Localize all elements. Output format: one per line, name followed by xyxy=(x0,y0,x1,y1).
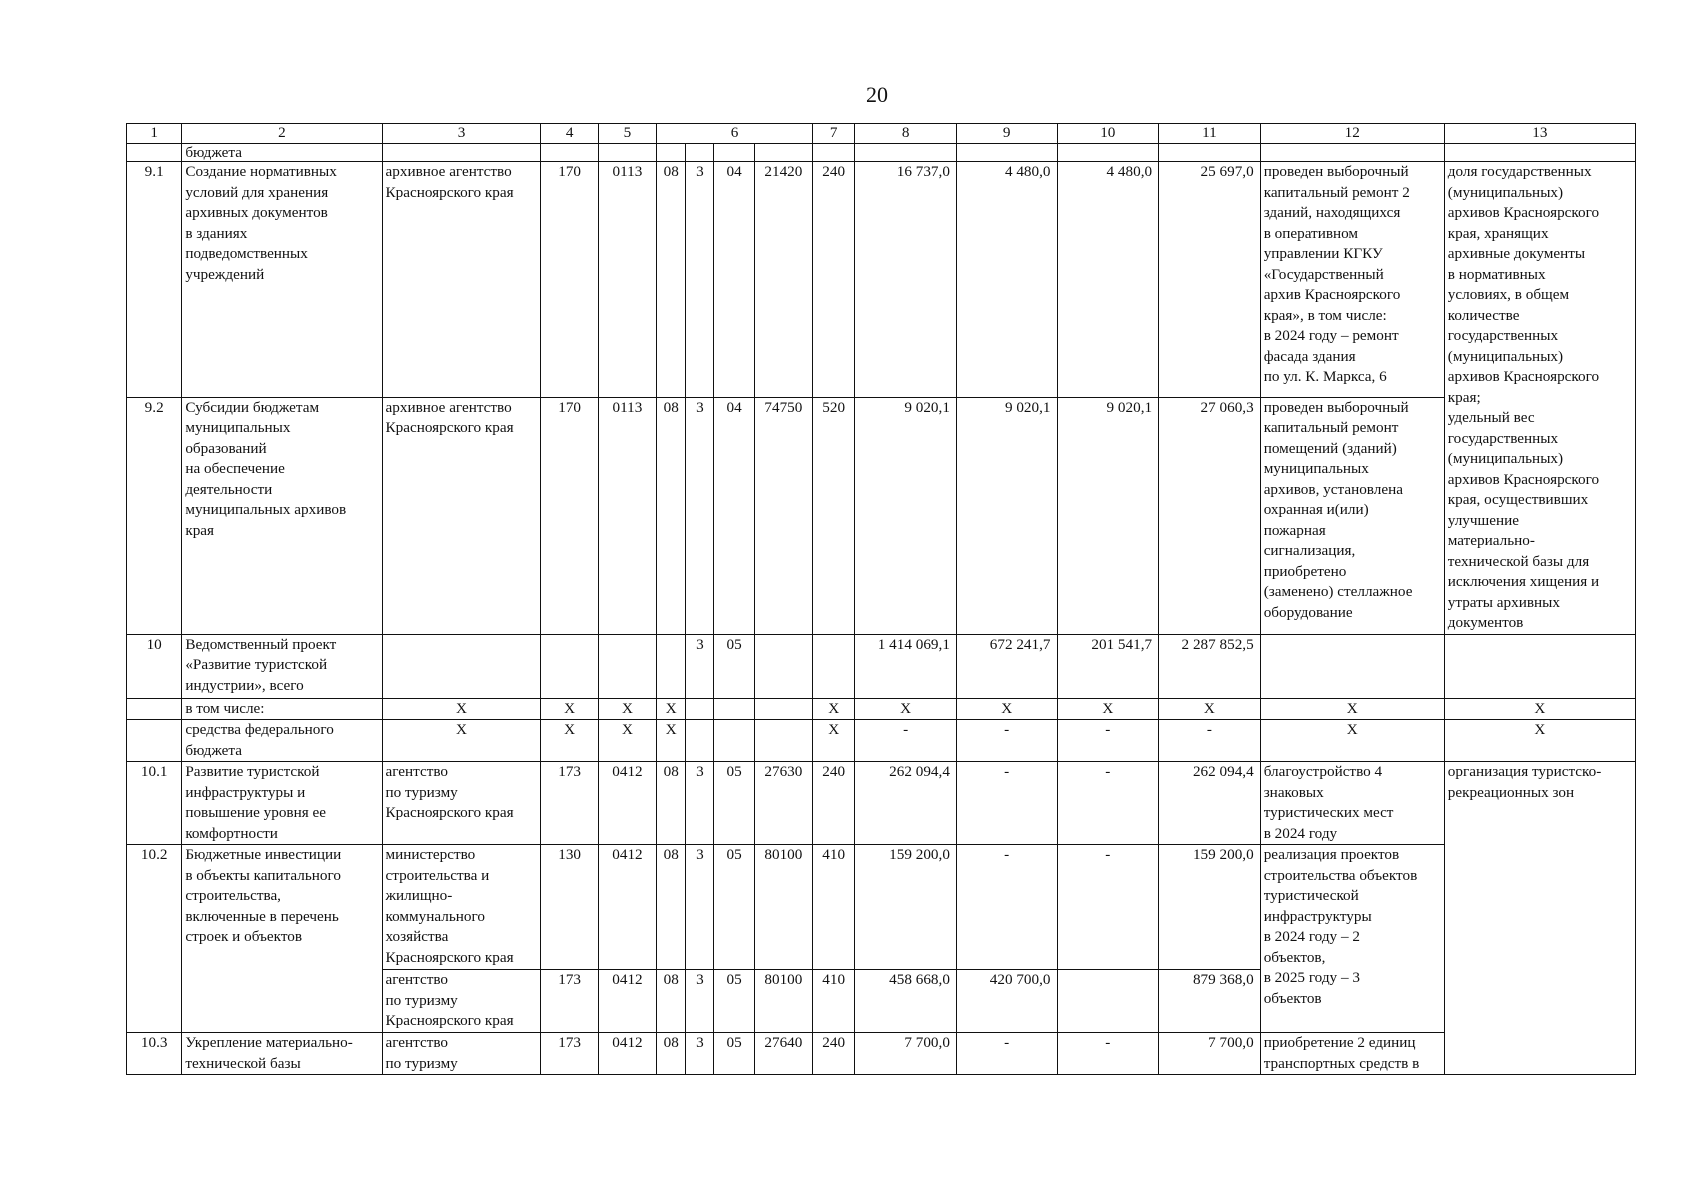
cell-result: проведен выборочный капитальный ремонт помещений (зданий) муниципальных архивов, установлена охранная и(или) пожарная сигнализация, приобретено (заменено) стеллажное оборудование xyxy=(1260,397,1444,634)
cell-result: благоустройство 4 знаковых туристических мест в 2024 году xyxy=(1260,762,1444,845)
header-cell: 2 xyxy=(182,124,382,144)
x-mark: Х xyxy=(598,720,656,762)
x-mark: Х xyxy=(813,698,855,720)
cell-csr-d: 80100 xyxy=(754,970,812,1033)
row-agency: агентство по туризму xyxy=(382,1033,541,1075)
x-mark: Х xyxy=(956,698,1057,720)
table-row xyxy=(127,144,1636,162)
table-row xyxy=(127,845,1636,970)
cell-amount-9: - xyxy=(956,845,1057,970)
x-mark: Х xyxy=(1260,698,1444,720)
table-row xyxy=(127,698,1636,720)
cell-amount-11: 879 368,0 xyxy=(1159,970,1261,1033)
cell-csr-c: 05 xyxy=(714,634,754,698)
row-number: 9.1 xyxy=(127,162,182,398)
cell-csr-a: 08 xyxy=(657,845,686,970)
cell-amount-10: 4 480,0 xyxy=(1057,162,1159,398)
header-cell: 12 xyxy=(1260,124,1444,144)
cell-vr: 240 xyxy=(813,162,855,398)
cell-vr: 410 xyxy=(813,845,855,970)
row-name: Развитие туристской инфраструктуры и повышение уровня ее комфортности xyxy=(182,762,382,845)
cell-rzpr: 0412 xyxy=(598,845,656,970)
row-name: Создание нормативных условий для хранения архивных документов в зданиях подведомственных учреждений xyxy=(182,162,382,398)
cell-amount-9: 420 700,0 xyxy=(956,970,1057,1033)
row-number: 10.2 xyxy=(127,845,182,1033)
cell-csr-b: 3 xyxy=(686,162,714,398)
cell-amount-8: 7 700,0 xyxy=(855,1033,957,1075)
cell-amount-9: - xyxy=(956,762,1057,845)
header-cell: 10 xyxy=(1057,124,1159,144)
cell-amount-10: - xyxy=(1057,762,1159,845)
header-cell: 8 xyxy=(855,124,957,144)
x-mark: Х xyxy=(855,698,957,720)
header-cell: 3 xyxy=(382,124,541,144)
cell-csr-b: 3 xyxy=(686,845,714,970)
cell-vr: 240 xyxy=(813,1033,855,1075)
page-number: 20 xyxy=(866,82,888,107)
cell-amount-10: - xyxy=(1057,845,1159,970)
cell-vr: 520 xyxy=(813,397,855,634)
cell-amount-10: - xyxy=(1057,1033,1159,1075)
x-mark: Х xyxy=(598,698,656,720)
cell-grbs: 170 xyxy=(541,162,598,398)
cell-amount-11: 2 287 852,5 xyxy=(1159,634,1261,698)
cell-amount-9: - xyxy=(956,1033,1057,1075)
x-mark: Х xyxy=(657,698,686,720)
cell-vr: 410 xyxy=(813,970,855,1033)
cell-amount-8: 1 414 069,1 xyxy=(855,634,957,698)
cell-amount-9: 672 241,7 xyxy=(956,634,1057,698)
cell-rzpr: 0412 xyxy=(598,762,656,845)
x-mark: Х xyxy=(657,720,686,762)
cell-csr-b: 3 xyxy=(686,634,714,698)
cell-rzpr: 0412 xyxy=(598,1033,656,1075)
cell-csr-c: 04 xyxy=(714,397,754,634)
header-row xyxy=(127,124,1636,144)
row-agency: архивное агентство Красноярского края xyxy=(382,397,541,634)
table-row xyxy=(127,1033,1636,1075)
cell-csr-a: 08 xyxy=(657,970,686,1033)
row-name: в том числе: xyxy=(182,698,382,720)
cell-rzpr: 0412 xyxy=(598,970,656,1033)
table-row xyxy=(127,397,1636,634)
cell-amount-10: 201 541,7 xyxy=(1057,634,1159,698)
cell-csr-a: 08 xyxy=(657,762,686,845)
x-mark: Х xyxy=(541,720,598,762)
cell-amount-9: 4 480,0 xyxy=(956,162,1057,398)
x-mark: Х xyxy=(1444,720,1635,762)
x-mark: Х xyxy=(382,720,541,762)
cell-grbs: 173 xyxy=(541,1033,598,1075)
cell-result: проведен выборочный капитальный ремонт 2 зданий, находящихся в оперативном управлении КГКУ «Государственный архив Красноярского края», в том числе: в 2024 году – ремонт фасада здания по ул. К. Маркса, 6 xyxy=(1260,162,1444,398)
cell-amount-8: 16 737,0 xyxy=(855,162,957,398)
cell-amount-11: 7 700,0 xyxy=(1159,1033,1261,1075)
x-mark: Х xyxy=(1444,698,1635,720)
header-cell: 7 xyxy=(813,124,855,144)
cell-indicator: доля государственных (муниципальных) архивов Красноярского края, хранящих архивные документы в нормативных условиях, в общем количестве государственных (муниципальных) архивов Красноярского края; удельный вес государственных (муниципальных) архивов Красноярского края, осуществивших улучшение материально- технической базы для исключения хищения и утраты архивных документов xyxy=(1444,162,1635,635)
cell-csr-d: 74750 xyxy=(754,397,812,634)
cell-csr-a: 08 xyxy=(657,397,686,634)
cell-rzpr: 0113 xyxy=(598,162,656,398)
cell-csr-a: 08 xyxy=(657,1033,686,1075)
cell-csr-b: 3 xyxy=(686,397,714,634)
row-agency: министерство строительства и жилищно- коммунального хозяйства Красноярского края xyxy=(382,845,541,970)
row-number: 10.1 xyxy=(127,762,182,845)
cell-csr-d: 27630 xyxy=(754,762,812,845)
x-mark: Х xyxy=(1159,698,1261,720)
cell-csr-c: 05 xyxy=(714,845,754,970)
cell-csr-a: 08 xyxy=(657,162,686,398)
table-row xyxy=(127,762,1636,845)
cell-amount-10: 9 020,1 xyxy=(1057,397,1159,634)
cell-csr-c: 05 xyxy=(714,762,754,845)
header-cell: 4 xyxy=(541,124,598,144)
header-cell: 9 xyxy=(956,124,1057,144)
continuation-text: бюджета xyxy=(182,144,382,162)
row-name: Бюджетные инвестиции в объекты капитального строительства, включенные в перечень строек и объектов xyxy=(182,845,382,1033)
cell-csr-c: 04 xyxy=(714,162,754,398)
row-name: Ведомственный проект «Развитие туристской индустрии», всего xyxy=(182,634,382,698)
cell-amount-8: 262 094,4 xyxy=(855,762,957,845)
dash-mark: - xyxy=(1057,720,1159,762)
table-row xyxy=(127,162,1636,398)
cell-amount-11: 25 697,0 xyxy=(1159,162,1261,398)
x-mark: Х xyxy=(813,720,855,762)
cell-csr-b: 3 xyxy=(686,1033,714,1075)
row-number: 9.2 xyxy=(127,397,182,634)
cell-result: приобретение 2 единиц транспортных средств в xyxy=(1260,1033,1444,1075)
x-mark: Х xyxy=(541,698,598,720)
row-agency: архивное агентство Красноярского края xyxy=(382,162,541,398)
header-cell: 1 xyxy=(127,124,182,144)
header-cell: 6 xyxy=(657,124,813,144)
x-mark: Х xyxy=(1260,720,1444,762)
cell-csr-d: 80100 xyxy=(754,845,812,970)
cell-indicator: организация туристско- рекреационных зон xyxy=(1444,762,1635,1075)
row-name: Субсидии бюджетам муниципальных образований на обеспечение деятельности муниципальных архивов края xyxy=(182,397,382,634)
cell-amount-11: 159 200,0 xyxy=(1159,845,1261,970)
cell-csr-b: 3 xyxy=(686,762,714,845)
cell-amount-11: 27 060,3 xyxy=(1159,397,1261,634)
cell-amount-8: 458 668,0 xyxy=(855,970,957,1033)
cell-amount-9: 9 020,1 xyxy=(956,397,1057,634)
row-name: Укрепление материально- технической базы xyxy=(182,1033,382,1075)
cell-csr-d: 27640 xyxy=(754,1033,812,1075)
cell-grbs: 130 xyxy=(541,845,598,970)
row-agency: агентство по туризму Красноярского края xyxy=(382,762,541,845)
cell-amount-8: 9 020,1 xyxy=(855,397,957,634)
cell-grbs: 173 xyxy=(541,762,598,845)
dash-mark: - xyxy=(956,720,1057,762)
cell-grbs: 173 xyxy=(541,970,598,1033)
cell-csr-c: 05 xyxy=(714,1033,754,1075)
row-number: 10.3 xyxy=(127,1033,182,1075)
cell-csr-c: 05 xyxy=(714,970,754,1033)
cell-csr-d: 21420 xyxy=(754,162,812,398)
table-row xyxy=(127,720,1636,762)
header-cell: 5 xyxy=(598,124,656,144)
table-row xyxy=(127,634,1636,698)
row-agency: агентство по туризму Красноярского края xyxy=(382,970,541,1033)
header-cell: 13 xyxy=(1444,124,1635,144)
cell-grbs: 170 xyxy=(541,397,598,634)
cell-rzpr: 0113 xyxy=(598,397,656,634)
row-number: 10 xyxy=(127,634,182,698)
dash-mark: - xyxy=(1159,720,1261,762)
x-mark: Х xyxy=(1057,698,1159,720)
cell-result: реализация проектов строительства объектов туристической инфраструктуры в 2024 году – 2 объектов, в 2025 году – 3 объектов xyxy=(1260,845,1444,1033)
budget-table xyxy=(126,123,1636,1075)
cell-vr: 240 xyxy=(813,762,855,845)
row-name: средства федерального бюджета xyxy=(182,720,382,762)
cell-amount-8: 159 200,0 xyxy=(855,845,957,970)
header-cell: 11 xyxy=(1159,124,1261,144)
cell-csr-b: 3 xyxy=(686,970,714,1033)
dash-mark: - xyxy=(855,720,957,762)
x-mark: Х xyxy=(382,698,541,720)
cell-amount-11: 262 094,4 xyxy=(1159,762,1261,845)
